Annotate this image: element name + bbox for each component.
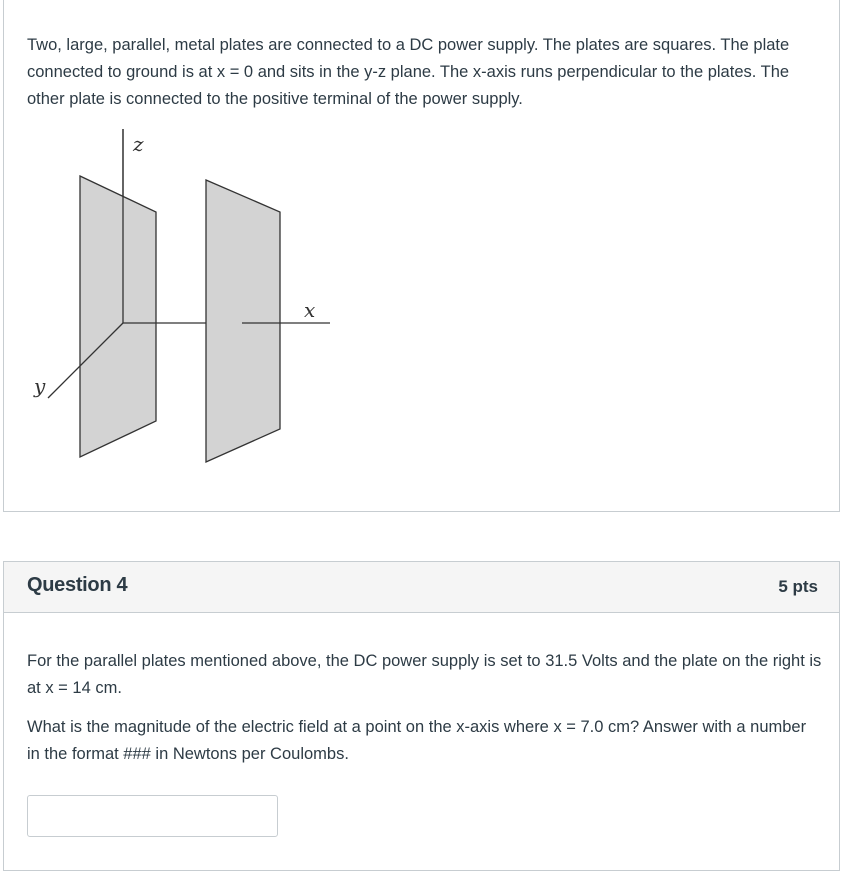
right-plate bbox=[206, 180, 280, 462]
question-title: Question 4 bbox=[27, 574, 128, 596]
y-axis-label: y bbox=[34, 374, 46, 398]
intro-text: Two, large, parallel, metal plates are connected to a DC power supply. The plates are squares. The plate connected to ground is at x = 0 and sits in the y-z plane. The x-axis runs perpendicular to the plates. The other plate is connected to the positive terminal of the power supply. bbox=[27, 36, 790, 108]
z-axis-label: z bbox=[133, 132, 144, 156]
question-paragraph-2: What is the magnitude of the electric field at a point on the x-axis where x = 7.0 cm? Answer with a number in the format ### in Newtons per Coulombs. bbox=[27, 718, 807, 763]
answer-input[interactable] bbox=[27, 795, 278, 837]
question-header bbox=[4, 562, 839, 613]
question-points: 5 pts bbox=[778, 577, 818, 596]
question-paragraph-1: For the parallel plates mentioned above, the DC power supply is set to 31.5 Volts and the plate on the right is at x = 14 cm. bbox=[27, 652, 822, 697]
x-axis-label: x bbox=[304, 298, 316, 322]
question-card bbox=[3, 561, 840, 871]
question-context-card bbox=[3, 0, 840, 512]
left-plate bbox=[80, 176, 156, 457]
question-body bbox=[27, 648, 822, 780]
parallel-plates-diagram bbox=[4, 120, 344, 470]
